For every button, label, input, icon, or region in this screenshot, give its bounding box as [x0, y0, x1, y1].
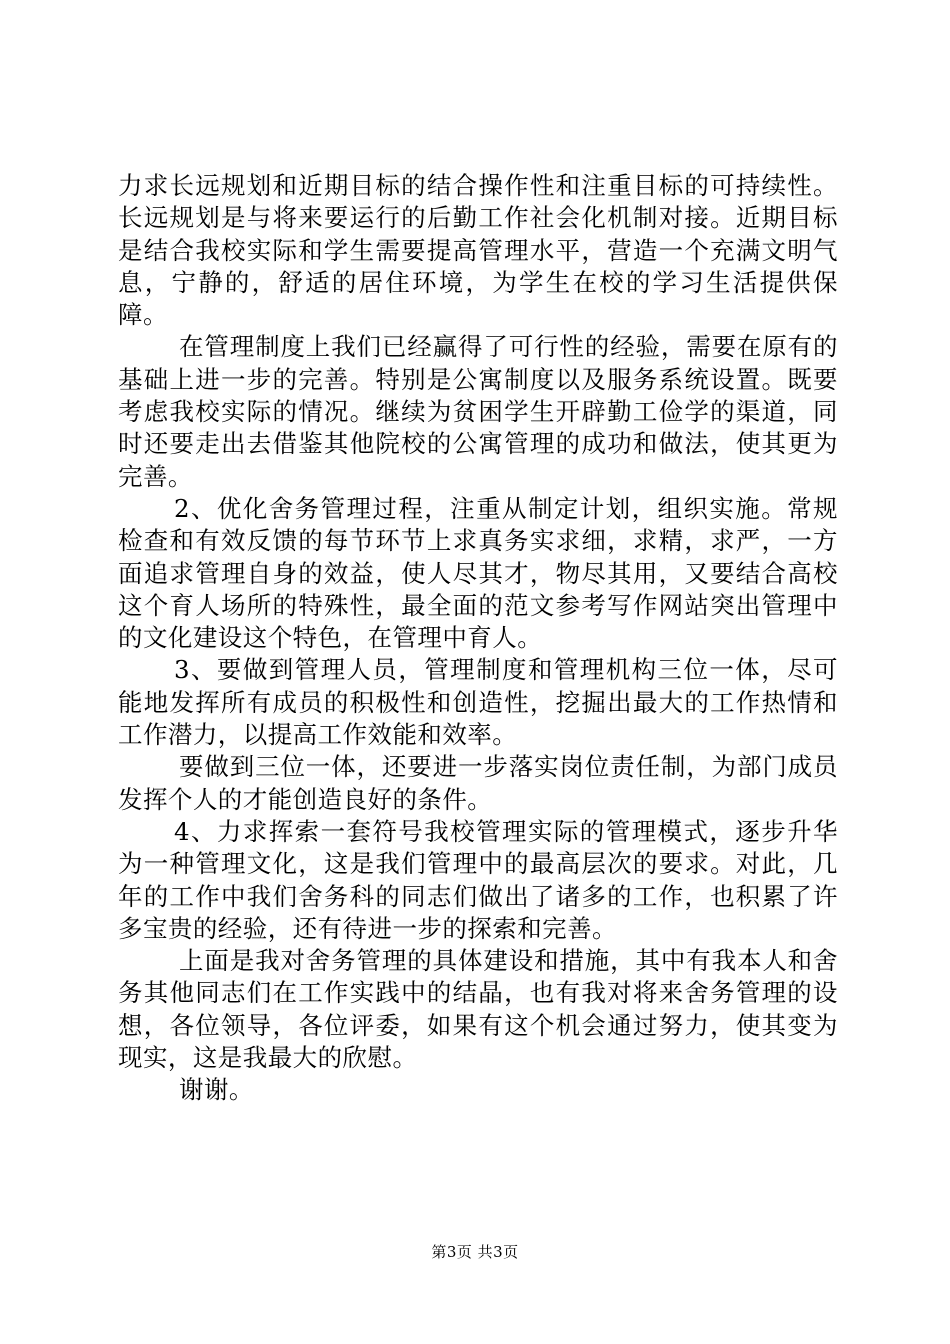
paragraph-responsibility: 要做到三位一体，还要进一步落实岗位责任制，为部门成员发挥个人的才能创造良好的条件。: [118, 752, 838, 814]
paragraph-thanks: 谢谢。: [179, 1075, 254, 1105]
paragraph-long-term-planning: 力求长远规划和近期目标的结合操作性和注重目标的可持续性。长远规划是与将来要运行的后勤工作社会化机制对接。近期目标是结合我校实际和学生需要提高管理水平，营造一个充满文明气息，宁静的，舒适的居住环境，为学生在校的学习生活提供保障。: [118, 171, 838, 330]
page-footer: 第3页 共3页: [431, 1243, 519, 1261]
document-body: [118, 170, 838, 1107]
paragraph-item-4: 4、力求挥索一套符号我校管理实际的管理模式，逐步升华为一种管理文化，这是我们管理中的最高层次的要求。对此，几年的工作中我们舍务科的同志们做出了诸多的工作，也积累了许多宝贵的经验，还有待进一步的探索和完善。: [118, 816, 838, 943]
paragraph-conclusion: 上面是我对舍务管理的具体建设和措施，其中有我本人和舍务其他同志们在工作实践中的结晶，也有我对将来舍务管理的设想，各位领导，各位评委，如果有这个机会通过努力，使其变为现实，这是我最大的欣慰。: [118, 946, 838, 1073]
paragraph-item-3: 3、要做到管理人员，管理制度和管理机构三位一体，尽可能地发挥所有成员的积极性和创造性，挖掘出最大的工作热情和工作潜力，以提高工作效能和效率。: [118, 655, 838, 750]
paragraph-item-2: 2、优化舍务管理过程，注重从制定计划，组织实施。常规检查和有效反馈的每节环节上求真务实求细，求精，求严，一方面追求管理自身的效益，使人尽其才，物尽其用，又要结合高校这个育人场所的特殊性，最全面的范文参考写作网站突出管理中的文化建设这个特色，在管理中育人。: [118, 493, 838, 653]
paragraph-management-system: 在管理制度上我们已经赢得了可行性的经验，需要在原有的基础上进一步的完善。特别是公寓制度以及服务系统设置。既要考虑我校实际的情况。继续为贫困学生开辟勤工俭学的渠道，同时还要走出去借鉴其他院校的公寓管理的成功和做法，使其更为完善。: [118, 332, 838, 491]
